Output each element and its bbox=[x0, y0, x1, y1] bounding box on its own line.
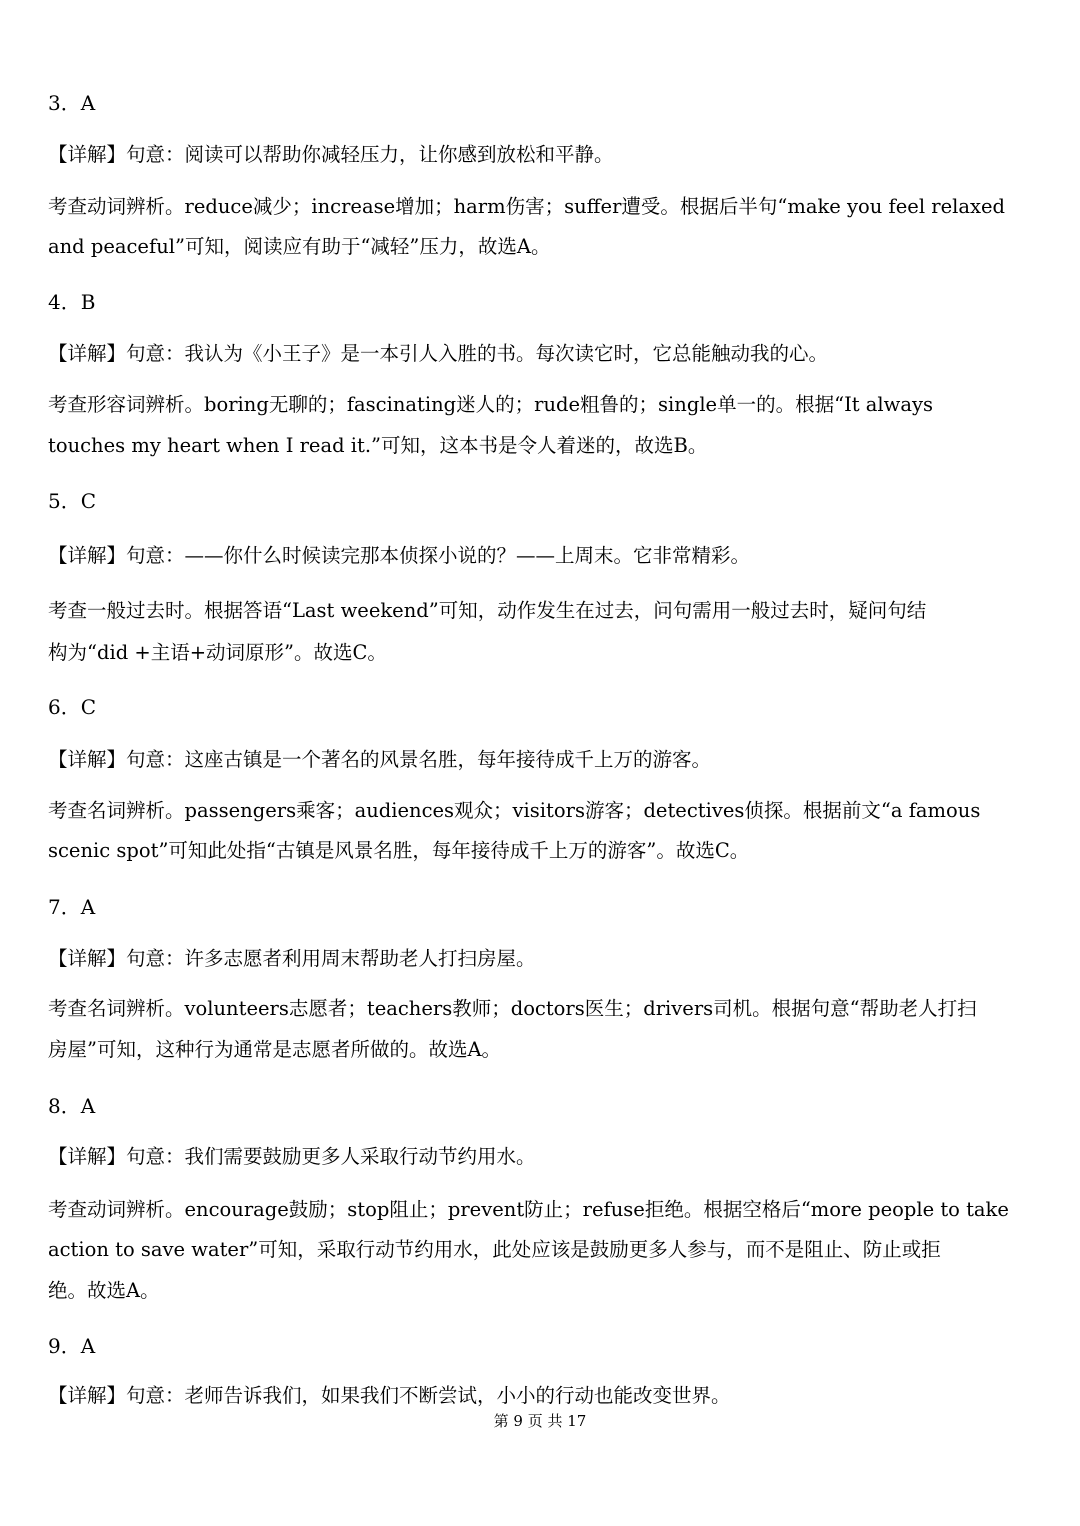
question-number: 8．A bbox=[48, 1094, 96, 1118]
question-number: 5．C bbox=[48, 489, 97, 513]
detail-line: 【详解】句意：阅读可以帮助你减轻压力，让你感到放松和平静。 bbox=[48, 143, 614, 166]
analysis-line: 绝。故选A。 bbox=[48, 1279, 160, 1302]
detail-line: 【详解】句意：许多志愿者利用周末帮助老人打扫房屋。 bbox=[48, 947, 536, 970]
question-number: 4．B bbox=[48, 290, 96, 314]
question-number: 6．C bbox=[48, 695, 97, 719]
analysis-line: 考查动词辨析。reduce减少；increase增加；harm伤害；suffer遭受。根据后半句“make you feel relaxed bbox=[48, 195, 1006, 218]
analysis-line: action to save water”可知，采取行动节约用水，此处应该是鼓励更多人参与，而不是阻止、防止或拒 bbox=[48, 1238, 941, 1261]
analysis-line: 构为“did +主语+动词原形”。故选C。 bbox=[48, 641, 387, 664]
analysis-line: 考查一般过去时。根据答语“Last weekend”可知，动作发生在过去，问句需用一般过去时，疑问句结 bbox=[48, 599, 927, 622]
question-number: 7．A bbox=[48, 895, 96, 919]
analysis-line: scenic spot”可知此处指“古镇是风景名胜，每年接待成千上万的游客”。故选C。 bbox=[48, 839, 750, 862]
analysis-line: 考查动词辨析。encourage鼓励；stop阻止；prevent防止；refuse拒绝。根据空格后“more people to take bbox=[48, 1198, 1009, 1221]
analysis-line: and peaceful”可知，阅读应有助于“减轻”压力，故选A。 bbox=[48, 235, 551, 258]
analysis-line: 房屋”可知，这种行为通常是志愿者所做的。故选A。 bbox=[48, 1038, 502, 1061]
detail-line: 【详解】句意：老师告诉我们，如果我们不断尝试，小小的行动也能改变世界。 bbox=[48, 1384, 731, 1407]
detail-line: 【详解】句意：——你什么时候读完那本侦探小说的？——上周末。它非常精彩。 bbox=[48, 544, 751, 567]
page-footer: 第 9 页 共 17 bbox=[493, 1412, 587, 1430]
detail-line: 【详解】句意：我认为《小王子》是一本引人入胜的书。每次读它时，它总能触动我的心。 bbox=[48, 342, 829, 365]
detail-line: 【详解】句意：这座古镇是一个著名的风景名胜，每年接待成千上万的游客。 bbox=[48, 748, 712, 771]
question-number: 9．A bbox=[48, 1334, 96, 1358]
analysis-line: touches my heart when I read it.”可知，这本书是令人着迷的，故选B。 bbox=[48, 434, 708, 457]
analysis-line: 考查名词辨析。passengers乘客；audiences观众；visitors游客；detectives侦探。根据前文“a famous bbox=[48, 799, 981, 822]
detail-line: 【详解】句意：我们需要鼓励更多人采取行动节约用水。 bbox=[48, 1145, 536, 1168]
question-number: 3．A bbox=[48, 91, 96, 115]
analysis-line: 考查名词辨析。volunteers志愿者；teachers教师；doctors医生；drivers司机。根据句意“帮助老人打扫 bbox=[48, 997, 977, 1020]
analysis-line: 考查形容词辨析。boring无聊的；fascinating迷人的；rude粗鲁的；single单一的。根据“It always bbox=[48, 393, 934, 416]
